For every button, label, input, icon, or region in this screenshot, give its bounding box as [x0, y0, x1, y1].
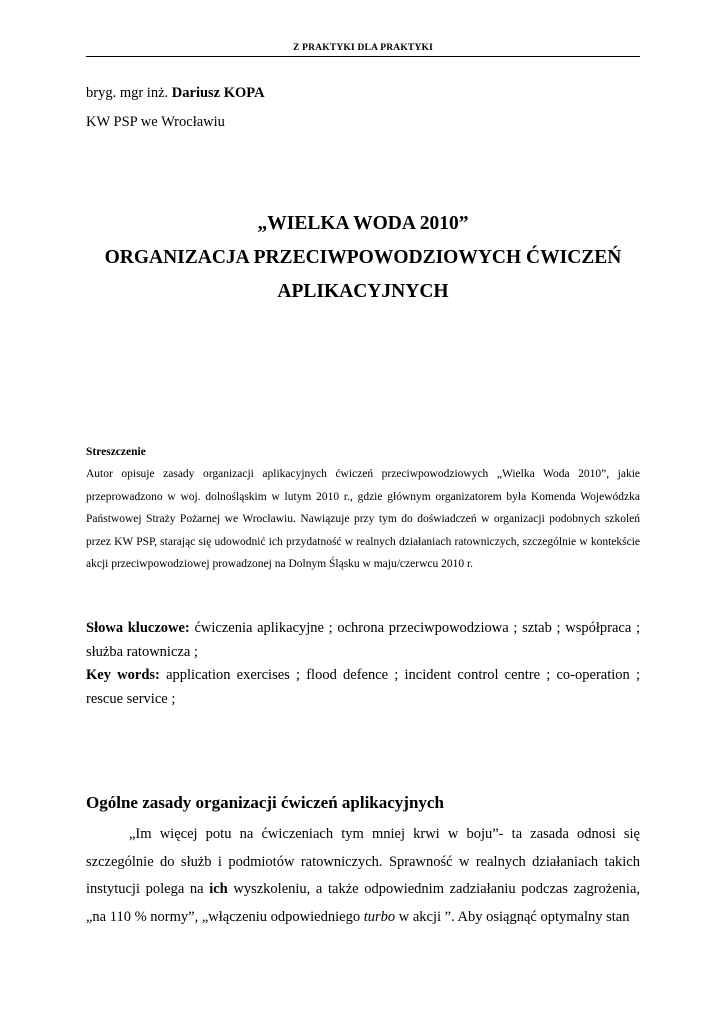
abstract-text: Autor opisuje zasady organizacji aplikacyjnych ćwiczeń przeciwpowodziowych „Wielka Woda 2010”, jakie przeprowadzono w woj. dolnośląskim w lutym 2010 r., gdzie głównym organizatorem była Komenda Wojewódzka Państwowej Straży Pożarnej we Wrocławiu. Nawiązuje przy tym do doświadczeń w organizacji podobnych szkoleń przez KW PSP, starając się udowodnić ich przydatność w realnych działaniach ratowniczych, szczególnie w kontekście akcji przeciwpowodziowej prowadzonej na Dolnym Śląsku w maju/czerwcu 2010 r. — [86, 468, 640, 570]
para-part-2: wyszkoleniu, a także odpowiednim zadziałaniu podczas zagrożenia, „na 110 % normy”, „włączeniu odpowiedniego — [86, 881, 640, 925]
para-bold: ich — [209, 881, 228, 897]
running-header: Z PRAKTYKI DLA PRAKTYKI — [293, 43, 433, 53]
paper-title — [86, 207, 640, 309]
title-line-1: „WIELKA WODA 2010” — [257, 213, 469, 234]
keywords-en — [86, 664, 640, 711]
para-italic: turbo — [363, 908, 396, 925]
section-body — [86, 821, 640, 931]
header-divider — [86, 56, 640, 57]
para-part-3: w akcji ”. Aby osiągnąć optymalny stan — [395, 908, 630, 925]
abstract-heading: Streszczenie — [86, 446, 146, 458]
para-part-1: „Im więcej potu na ćwiczeniach tym mniej krwi w boju”- ta zasada odnosi się szczególnie do służb i podmiotów ratowniczych. Sprawność w realnych działaniach takich instytucji polega na — [86, 826, 640, 897]
author-name: Dariusz KOPA — [171, 85, 265, 101]
keywords-en-label: Key words: — [86, 667, 160, 683]
keywords-block — [86, 617, 640, 711]
keywords-pl — [86, 617, 640, 664]
title-line-3: APLIKACYJNYCH — [277, 281, 449, 302]
keywords-en-text: application exercises ; flood defence ; incident control centre ; co-operation ; rescue service ; — [86, 667, 640, 707]
section-heading: Ogólne zasady organizacji ćwiczeń aplikacyjnych — [86, 793, 444, 812]
author-affiliation: KW PSP we Wrocławiu — [86, 114, 225, 130]
keywords-pl-label: Słowa kluczowe: — [86, 620, 190, 636]
author-rank: bryg. mgr inż. — [86, 85, 169, 101]
title-line-2: ORGANIZACJA PRZECIWPOWODZIOWYCH ĆWICZEŃ — [104, 247, 622, 268]
keywords-pl-text: ćwiczenia aplikacyjne ; ochrona przeciwpowodziowa ; sztab ; współpraca ; służba ratownicza ; — [86, 620, 640, 660]
author-line — [86, 85, 265, 102]
body-paragraph — [86, 821, 640, 931]
